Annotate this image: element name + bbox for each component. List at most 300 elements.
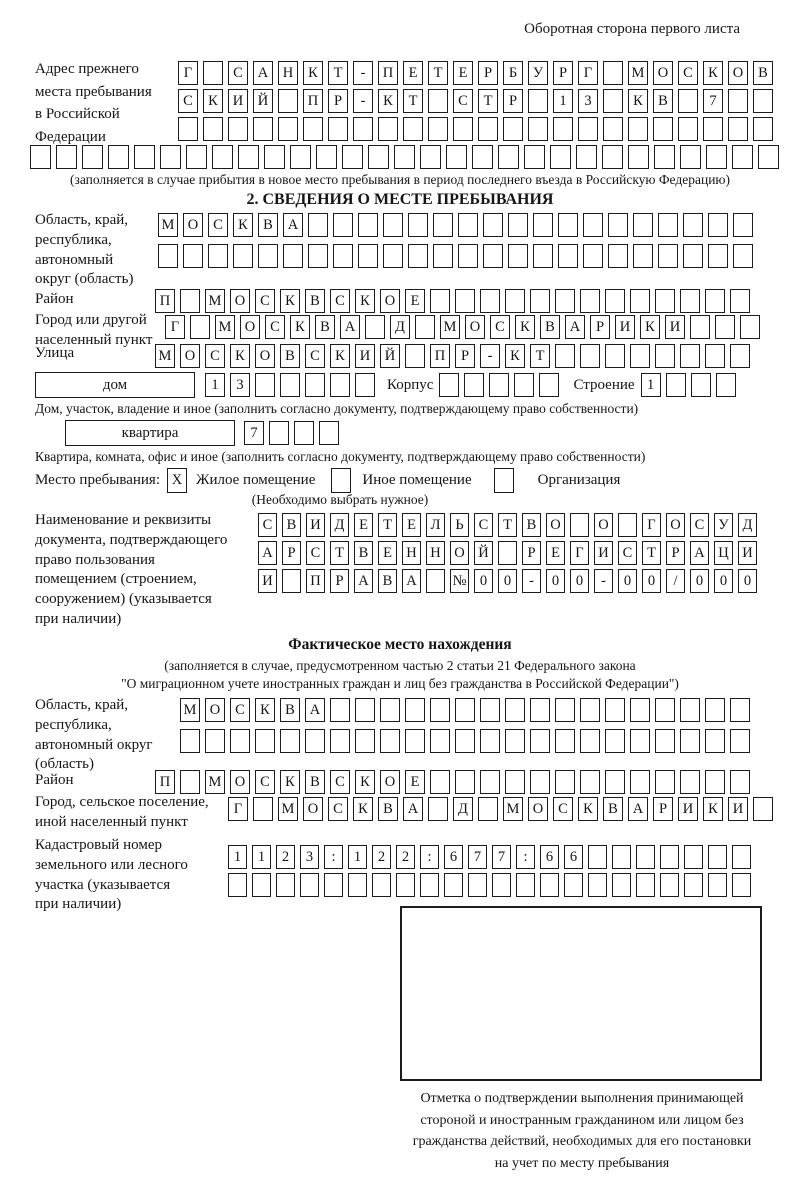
char-box[interactable]	[180, 770, 200, 794]
kvartira-field-box[interactable]: квартира	[65, 420, 235, 446]
char-box[interactable]: П	[430, 344, 450, 368]
char-box[interactable]	[446, 145, 467, 169]
char-box[interactable]: О	[546, 513, 565, 537]
char-box[interactable]	[660, 873, 679, 897]
char-box[interactable]	[403, 117, 423, 141]
char-box[interactable]: Б	[503, 61, 523, 85]
char-box[interactable]	[553, 117, 573, 141]
char-box[interactable]	[455, 289, 475, 313]
char-box[interactable]: В	[258, 213, 278, 237]
char-box[interactable]: В	[305, 770, 325, 794]
char-box[interactable]: А	[690, 541, 709, 565]
char-box[interactable]: Д	[330, 513, 349, 537]
char-box[interactable]: П	[378, 61, 398, 85]
char-box[interactable]	[708, 873, 727, 897]
char-box[interactable]	[602, 145, 623, 169]
char-box[interactable]: -	[594, 569, 613, 593]
char-box[interactable]	[330, 373, 350, 397]
char-box[interactable]: М	[628, 61, 648, 85]
char-box[interactable]: С	[553, 797, 573, 821]
char-box[interactable]	[458, 244, 478, 268]
char-box[interactable]: Г	[570, 541, 589, 565]
char-box[interactable]: Р	[328, 89, 348, 113]
char-box[interactable]	[183, 244, 203, 268]
char-box[interactable]: В	[378, 569, 397, 593]
char-box[interactable]	[283, 244, 303, 268]
char-box[interactable]: Е	[405, 289, 425, 313]
char-box[interactable]	[478, 797, 498, 821]
char-box[interactable]	[458, 213, 478, 237]
char-box[interactable]	[558, 213, 578, 237]
char-box[interactable]	[555, 698, 575, 722]
char-box[interactable]: Т	[478, 89, 498, 113]
char-box[interactable]	[680, 344, 700, 368]
char-box[interactable]	[612, 873, 631, 897]
char-box[interactable]	[630, 770, 650, 794]
char-box[interactable]: С	[474, 513, 493, 537]
char-box[interactable]: 1	[205, 373, 225, 397]
char-box[interactable]: В	[378, 797, 398, 821]
char-box[interactable]: Е	[403, 61, 423, 85]
char-box[interactable]	[633, 213, 653, 237]
char-box[interactable]	[82, 145, 103, 169]
char-box[interactable]	[430, 698, 450, 722]
char-box[interactable]: Т	[328, 61, 348, 85]
char-box[interactable]: О	[180, 344, 200, 368]
char-box[interactable]: 2	[276, 845, 295, 869]
char-box[interactable]	[703, 117, 723, 141]
char-box[interactable]	[578, 117, 598, 141]
char-box[interactable]	[730, 770, 750, 794]
char-box[interactable]	[158, 244, 178, 268]
char-box[interactable]: О	[380, 289, 400, 313]
char-box[interactable]: К	[230, 344, 250, 368]
char-box[interactable]: С	[178, 89, 198, 113]
char-box[interactable]	[580, 698, 600, 722]
char-box[interactable]	[258, 244, 278, 268]
char-box[interactable]: К	[505, 344, 525, 368]
char-box[interactable]	[630, 289, 650, 313]
char-box[interactable]	[426, 569, 445, 593]
char-box[interactable]	[255, 729, 275, 753]
char-box[interactable]: 2	[396, 845, 415, 869]
char-box[interactable]	[108, 145, 129, 169]
char-box[interactable]	[230, 729, 250, 753]
char-box[interactable]: 3	[300, 845, 319, 869]
char-box[interactable]	[555, 289, 575, 313]
char-box[interactable]: С	[258, 513, 277, 537]
char-box[interactable]	[732, 845, 751, 869]
char-box[interactable]	[558, 244, 578, 268]
char-box[interactable]: 7	[492, 845, 511, 869]
char-box[interactable]	[415, 315, 435, 339]
char-box[interactable]: В	[305, 289, 325, 313]
char-box[interactable]: А	[283, 213, 303, 237]
char-box[interactable]: Т	[642, 541, 661, 565]
char-box[interactable]	[430, 289, 450, 313]
char-box[interactable]	[680, 698, 700, 722]
char-box[interactable]: Т	[428, 61, 448, 85]
char-box[interactable]: К	[255, 698, 275, 722]
char-box[interactable]	[212, 145, 233, 169]
char-box[interactable]: 7	[244, 421, 264, 445]
char-box[interactable]: С	[208, 213, 228, 237]
char-box[interactable]	[530, 698, 550, 722]
char-box[interactable]: О	[380, 770, 400, 794]
char-box[interactable]: Р	[522, 541, 541, 565]
char-box[interactable]: К	[203, 89, 223, 113]
char-box[interactable]	[276, 873, 295, 897]
char-box[interactable]: А	[253, 61, 273, 85]
char-box[interactable]	[680, 729, 700, 753]
dom-field-box[interactable]: дом	[35, 372, 195, 398]
char-box[interactable]	[253, 797, 273, 821]
char-box[interactable]	[628, 117, 648, 141]
char-box[interactable]: О	[255, 344, 275, 368]
char-box[interactable]: О	[594, 513, 613, 537]
char-box[interactable]: -	[522, 569, 541, 593]
char-box[interactable]: Р	[653, 797, 673, 821]
char-box[interactable]	[730, 729, 750, 753]
char-box[interactable]	[708, 213, 728, 237]
char-box[interactable]	[468, 873, 487, 897]
char-box[interactable]: А	[565, 315, 585, 339]
char-box[interactable]	[555, 344, 575, 368]
char-box[interactable]	[505, 729, 525, 753]
char-box[interactable]: И	[228, 89, 248, 113]
char-box[interactable]: Е	[402, 513, 421, 537]
char-box[interactable]	[564, 873, 583, 897]
char-box[interactable]	[380, 698, 400, 722]
char-box[interactable]: 0	[474, 569, 493, 593]
char-box[interactable]	[428, 797, 448, 821]
char-box[interactable]: В	[280, 698, 300, 722]
char-box[interactable]: М	[503, 797, 523, 821]
char-box[interactable]	[603, 117, 623, 141]
char-box[interactable]: С	[690, 513, 709, 537]
char-box[interactable]	[378, 117, 398, 141]
char-box[interactable]: С	[265, 315, 285, 339]
char-box[interactable]	[372, 873, 391, 897]
char-box[interactable]	[705, 770, 725, 794]
char-box[interactable]: Й	[253, 89, 273, 113]
char-box[interactable]	[228, 117, 248, 141]
char-box[interactable]	[455, 770, 475, 794]
char-box[interactable]	[480, 698, 500, 722]
char-box[interactable]: С	[328, 797, 348, 821]
char-box[interactable]	[228, 873, 247, 897]
char-box[interactable]: Е	[378, 541, 397, 565]
char-box[interactable]	[252, 873, 271, 897]
char-box[interactable]: 0	[498, 569, 517, 593]
char-box[interactable]	[678, 117, 698, 141]
char-box[interactable]: А	[628, 797, 648, 821]
char-box[interactable]	[655, 344, 675, 368]
char-box[interactable]: И	[306, 513, 325, 537]
char-box[interactable]	[269, 421, 289, 445]
char-box[interactable]	[503, 117, 523, 141]
char-box[interactable]	[472, 145, 493, 169]
char-box[interactable]	[550, 145, 571, 169]
char-box[interactable]: О	[728, 61, 748, 85]
char-box[interactable]	[365, 315, 385, 339]
char-box[interactable]: -	[353, 61, 373, 85]
char-box[interactable]	[684, 873, 703, 897]
char-box[interactable]: Й	[380, 344, 400, 368]
char-box[interactable]	[514, 373, 534, 397]
char-box[interactable]: В	[315, 315, 335, 339]
char-box[interactable]	[605, 729, 625, 753]
char-box[interactable]: Р	[478, 61, 498, 85]
char-box[interactable]: У	[714, 513, 733, 537]
char-box[interactable]: О	[653, 61, 673, 85]
char-box[interactable]	[489, 373, 509, 397]
char-box[interactable]	[608, 213, 628, 237]
char-box[interactable]	[380, 729, 400, 753]
char-box[interactable]	[733, 244, 753, 268]
char-box[interactable]	[330, 698, 350, 722]
char-box[interactable]	[483, 213, 503, 237]
char-box[interactable]: С	[678, 61, 698, 85]
char-box[interactable]: :	[420, 845, 439, 869]
char-box[interactable]	[654, 145, 675, 169]
char-box[interactable]: Д	[390, 315, 410, 339]
char-box[interactable]: П	[155, 289, 175, 313]
char-box[interactable]: К	[353, 797, 373, 821]
char-box[interactable]: П	[303, 89, 323, 113]
char-box[interactable]	[56, 145, 77, 169]
char-box[interactable]: -	[480, 344, 500, 368]
char-box[interactable]	[524, 145, 545, 169]
char-box[interactable]	[576, 145, 597, 169]
char-box[interactable]: И	[678, 797, 698, 821]
char-box[interactable]: Р	[455, 344, 475, 368]
char-box[interactable]: Ц	[714, 541, 733, 565]
char-box[interactable]	[405, 729, 425, 753]
char-box[interactable]	[588, 845, 607, 869]
char-box[interactable]	[533, 244, 553, 268]
char-box[interactable]	[730, 698, 750, 722]
char-box[interactable]	[730, 289, 750, 313]
char-box[interactable]: Г	[642, 513, 661, 537]
char-box[interactable]	[290, 145, 311, 169]
char-box[interactable]	[636, 845, 655, 869]
char-box[interactable]: 1	[348, 845, 367, 869]
char-box[interactable]: С	[230, 698, 250, 722]
char-box[interactable]	[353, 117, 373, 141]
char-box[interactable]	[655, 289, 675, 313]
char-box[interactable]	[330, 729, 350, 753]
char-box[interactable]	[684, 845, 703, 869]
char-box[interactable]: 3	[230, 373, 250, 397]
char-box[interactable]: К	[640, 315, 660, 339]
char-box[interactable]	[439, 373, 459, 397]
char-box[interactable]: Р	[553, 61, 573, 85]
char-box[interactable]: Е	[405, 770, 425, 794]
char-box[interactable]: /	[666, 569, 685, 593]
char-box[interactable]	[555, 729, 575, 753]
char-box[interactable]	[588, 873, 607, 897]
checkbox-organizatsiya[interactable]	[494, 468, 514, 493]
char-box[interactable]	[605, 698, 625, 722]
char-box[interactable]: И	[738, 541, 757, 565]
char-box[interactable]	[528, 89, 548, 113]
char-box[interactable]: Г	[228, 797, 248, 821]
char-box[interactable]: С	[228, 61, 248, 85]
char-box[interactable]	[680, 770, 700, 794]
char-box[interactable]: 0	[642, 569, 661, 593]
char-box[interactable]	[705, 344, 725, 368]
char-box[interactable]: А	[403, 797, 423, 821]
char-box[interactable]: О	[240, 315, 260, 339]
char-box[interactable]	[238, 145, 259, 169]
char-box[interactable]	[753, 89, 773, 113]
char-box[interactable]	[678, 89, 698, 113]
char-box[interactable]: 6	[540, 845, 559, 869]
char-box[interactable]	[280, 373, 300, 397]
char-box[interactable]: М	[155, 344, 175, 368]
char-box[interactable]	[480, 770, 500, 794]
char-box[interactable]: С	[490, 315, 510, 339]
char-box[interactable]	[583, 244, 603, 268]
char-box[interactable]: К	[703, 61, 723, 85]
char-box[interactable]: Л	[426, 513, 445, 537]
char-box[interactable]: В	[522, 513, 541, 537]
char-box[interactable]	[580, 729, 600, 753]
char-box[interactable]	[505, 698, 525, 722]
char-box[interactable]	[433, 213, 453, 237]
char-box[interactable]	[705, 289, 725, 313]
char-box[interactable]	[628, 145, 649, 169]
char-box[interactable]: М	[215, 315, 235, 339]
char-box[interactable]	[570, 513, 589, 537]
char-box[interactable]: Т	[378, 513, 397, 537]
char-box[interactable]	[655, 698, 675, 722]
char-box[interactable]: Т	[330, 541, 349, 565]
char-box[interactable]	[430, 770, 450, 794]
char-box[interactable]: Т	[403, 89, 423, 113]
char-box[interactable]	[660, 845, 679, 869]
char-box[interactable]	[608, 244, 628, 268]
char-box[interactable]	[324, 873, 343, 897]
char-box[interactable]	[30, 145, 51, 169]
char-box[interactable]: С	[330, 770, 350, 794]
checkbox-inoe[interactable]	[331, 468, 351, 493]
char-box[interactable]	[636, 873, 655, 897]
char-box[interactable]	[453, 117, 473, 141]
char-box[interactable]	[516, 873, 535, 897]
char-box[interactable]	[732, 145, 753, 169]
char-box[interactable]: К	[280, 289, 300, 313]
char-box[interactable]	[658, 244, 678, 268]
char-box[interactable]	[530, 729, 550, 753]
char-box[interactable]: 6	[444, 845, 463, 869]
char-box[interactable]: Р	[503, 89, 523, 113]
char-box[interactable]	[316, 145, 337, 169]
char-box[interactable]	[282, 569, 301, 593]
char-box[interactable]	[253, 117, 273, 141]
char-box[interactable]	[478, 117, 498, 141]
char-box[interactable]	[294, 421, 314, 445]
char-box[interactable]: О	[465, 315, 485, 339]
char-box[interactable]: 0	[570, 569, 589, 593]
char-box[interactable]: М	[158, 213, 178, 237]
char-box[interactable]: :	[324, 845, 343, 869]
char-box[interactable]: В	[354, 541, 373, 565]
char-box[interactable]: М	[440, 315, 460, 339]
char-box[interactable]	[683, 244, 703, 268]
char-box[interactable]	[405, 698, 425, 722]
char-box[interactable]	[278, 117, 298, 141]
char-box[interactable]	[342, 145, 363, 169]
char-box[interactable]: Р	[330, 569, 349, 593]
char-box[interactable]	[630, 344, 650, 368]
char-box[interactable]	[728, 117, 748, 141]
char-box[interactable]	[420, 145, 441, 169]
char-box[interactable]: Г	[178, 61, 198, 85]
char-box[interactable]	[618, 513, 637, 537]
char-box[interactable]	[655, 770, 675, 794]
char-box[interactable]	[603, 61, 623, 85]
char-box[interactable]	[530, 770, 550, 794]
char-box[interactable]: Г	[578, 61, 598, 85]
char-box[interactable]	[186, 145, 207, 169]
char-box[interactable]	[505, 289, 525, 313]
char-box[interactable]: 1	[641, 373, 661, 397]
char-box[interactable]: О	[303, 797, 323, 821]
char-box[interactable]	[233, 244, 253, 268]
char-box[interactable]	[483, 244, 503, 268]
char-box[interactable]	[753, 117, 773, 141]
char-box[interactable]: А	[354, 569, 373, 593]
char-box[interactable]	[180, 729, 200, 753]
char-box[interactable]	[666, 373, 686, 397]
char-box[interactable]	[708, 845, 727, 869]
char-box[interactable]	[480, 729, 500, 753]
char-box[interactable]	[691, 373, 711, 397]
char-box[interactable]	[303, 117, 323, 141]
char-box[interactable]: В	[603, 797, 623, 821]
char-box[interactable]	[420, 873, 439, 897]
char-box[interactable]	[455, 698, 475, 722]
char-box[interactable]	[580, 289, 600, 313]
char-box[interactable]	[255, 373, 275, 397]
char-box[interactable]	[205, 729, 225, 753]
char-box[interactable]: Д	[738, 513, 757, 537]
char-box[interactable]: Р	[282, 541, 301, 565]
char-box[interactable]	[358, 244, 378, 268]
char-box[interactable]: И	[258, 569, 277, 593]
char-box[interactable]: С	[618, 541, 637, 565]
char-box[interactable]	[498, 541, 517, 565]
char-box[interactable]	[464, 373, 484, 397]
char-box[interactable]	[383, 213, 403, 237]
char-box[interactable]	[328, 117, 348, 141]
char-box[interactable]: К	[355, 770, 375, 794]
char-box[interactable]: Н	[278, 61, 298, 85]
char-box[interactable]	[203, 117, 223, 141]
char-box[interactable]: И	[728, 797, 748, 821]
char-box[interactable]	[305, 729, 325, 753]
char-box[interactable]: 0	[714, 569, 733, 593]
char-box[interactable]: :	[516, 845, 535, 869]
char-box[interactable]: С	[255, 770, 275, 794]
char-box[interactable]	[408, 244, 428, 268]
char-box[interactable]: К	[703, 797, 723, 821]
char-box[interactable]	[555, 770, 575, 794]
char-box[interactable]: С	[306, 541, 325, 565]
char-box[interactable]	[580, 770, 600, 794]
